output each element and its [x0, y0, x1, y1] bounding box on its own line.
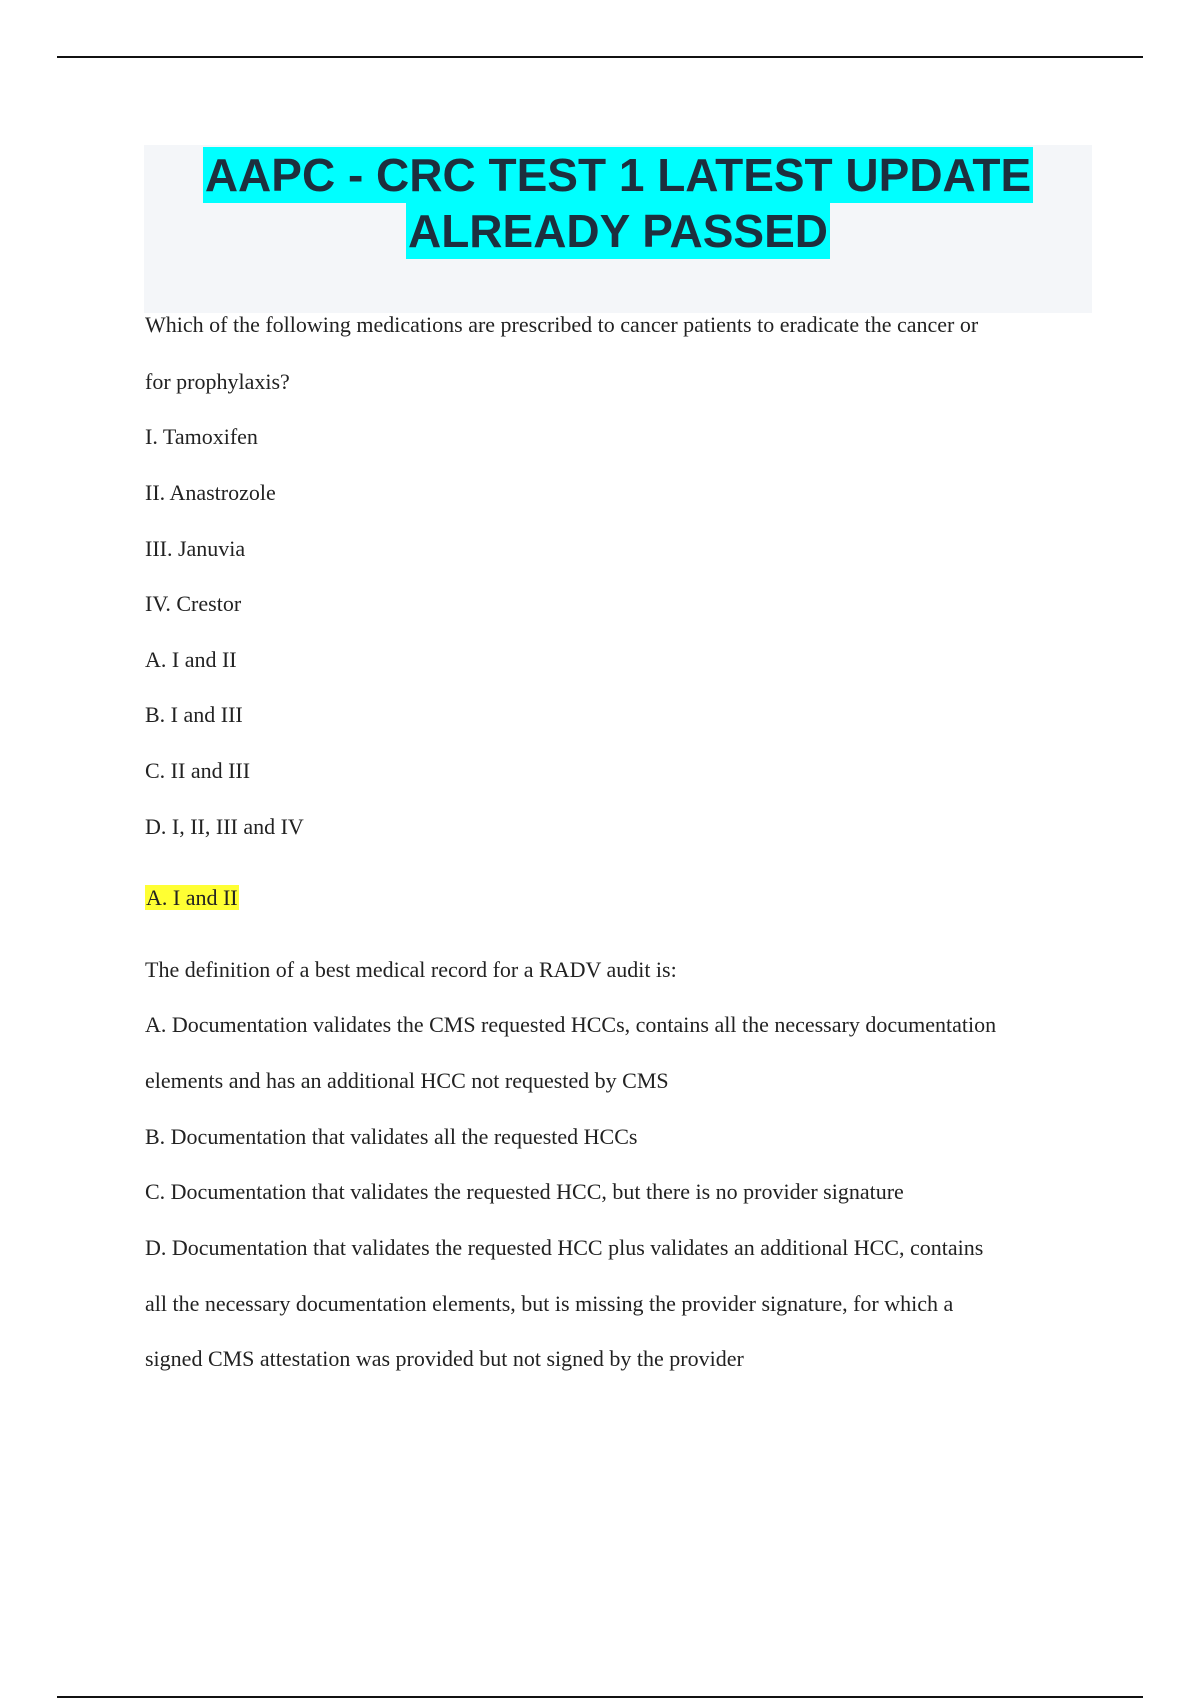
question-2-option-d-line-2: all the necessary documentation elements, but is missing the provider signature, for which a [145, 1291, 954, 1316]
question-1-item: I. Tamoxifen [145, 424, 258, 449]
question-2-option-d-line-1: D. Documentation that validates the requested HCC plus validates an additional HCC, contains [145, 1235, 984, 1260]
question-1-text-line-1: Which of the following medications are prescribed to cancer patients to eradicate the cancer or [145, 312, 979, 337]
question-1-item: III. Januvia [145, 536, 246, 561]
top-rule [57, 56, 1143, 58]
question-2-option-c: C. Documentation that validates the requested HCC, but there is no provider signature [145, 1179, 904, 1204]
question-1-item: IV. Crestor [145, 591, 242, 616]
answer-highlight: A. I and II [146, 885, 238, 910]
question-1-option-a: A. I and II [145, 647, 237, 672]
bottom-rule [57, 1696, 1143, 1698]
question-2-option-a-line-2: elements and has an additional HCC not requested by CMS [145, 1068, 669, 1093]
question-1-answer [145, 884, 239, 912]
question-2-text: The definition of a best medical record for a RADV audit is: [145, 957, 677, 982]
question-1-option-d: D. I, II, III and IV [145, 814, 304, 839]
question-2-option-a-line-1: A. Documentation validates the CMS requested HCCs, contains all the necessary documentation [145, 1012, 997, 1037]
question-2-option-b: B. Documentation that validates all the requested HCCs [145, 1124, 638, 1149]
document-title-line-2: ALREADY PASSED [407, 205, 829, 257]
title-box [144, 145, 1092, 313]
question-1-option-c: C. II and III [145, 758, 251, 783]
question-1-item: II. Anastrozole [145, 480, 276, 505]
question-1-option-b: B. I and III [145, 702, 243, 727]
question-1-text-line-2: for prophylaxis? [145, 369, 290, 394]
document-title-line-1: AAPC - CRC TEST 1 LATEST UPDATE [204, 149, 1032, 201]
question-2-option-d-line-3: signed CMS attestation was provided but not signed by the provider [145, 1346, 744, 1371]
